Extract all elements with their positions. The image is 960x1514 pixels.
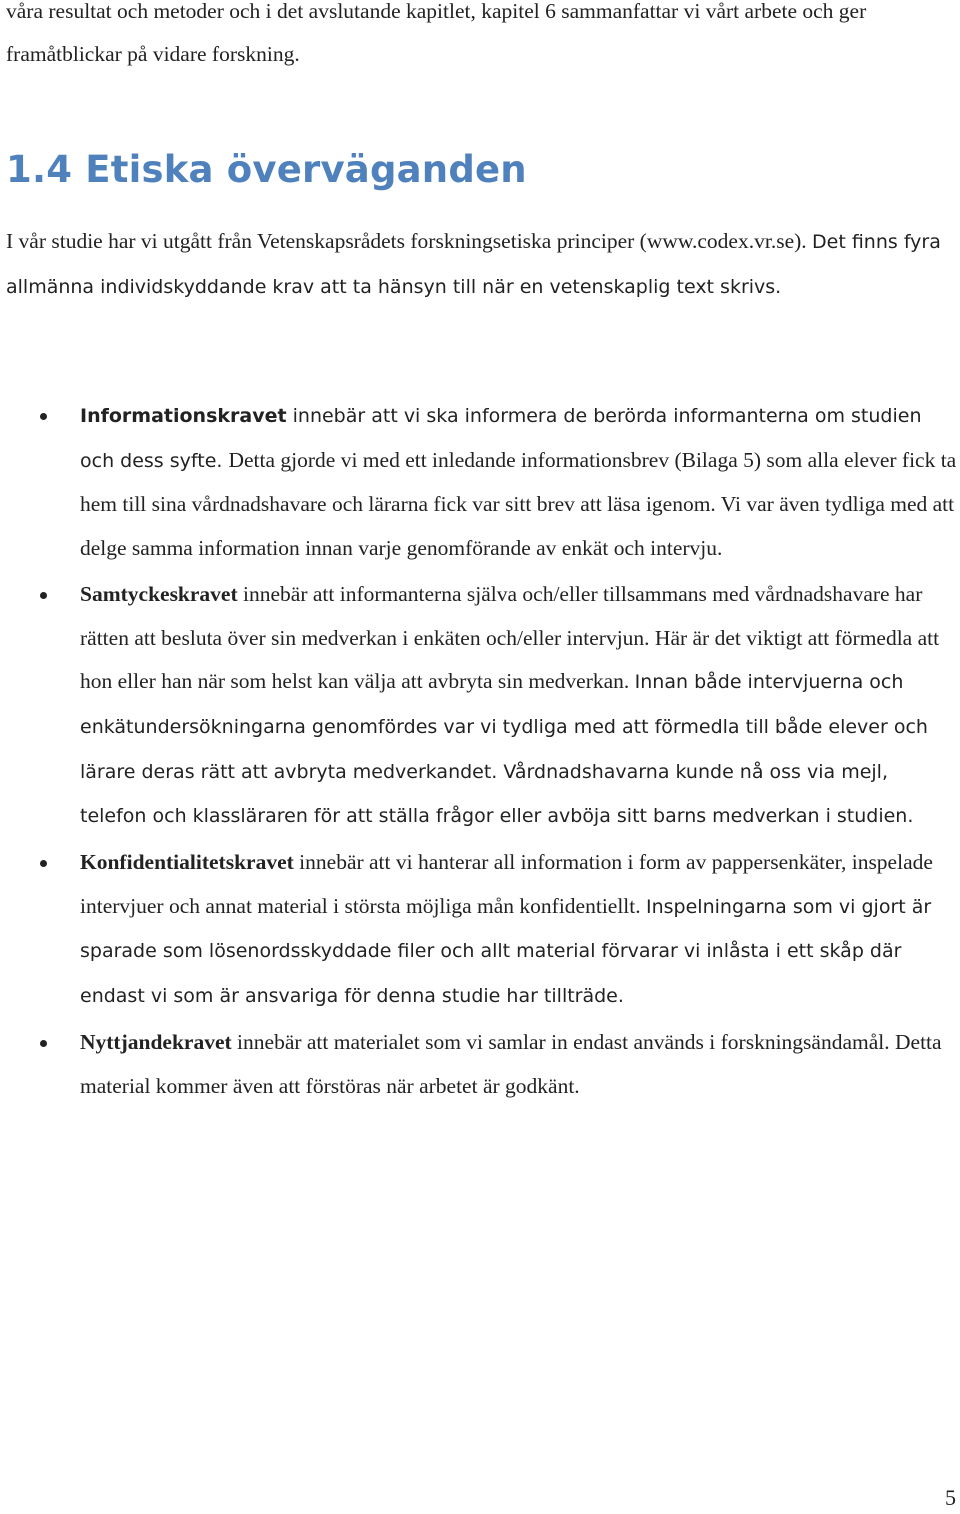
requirement-keyword: Konfidentialitetskravet — [80, 850, 294, 875]
section-paragraph — [6, 220, 958, 309]
requirement-lead: innebär att materialet som vi samlar in endast används i forskningsändamål. — [237, 1029, 890, 1054]
requirement-lead: innebär att informanterna själva och/eller tillsammans med vårdnadshavare har rätten att besluta över sin medverkan i enkäten och/eller intervjun. Här är det viktigt att förmedla att hon eller han när som helst kan välja att avbryta sin medverkan. — [80, 581, 940, 694]
bullet-icon — [40, 413, 47, 420]
section-paragraph-serif: I vår studie har vi utgått från Vetenskapsrådets forskningsetiska principer (www.codex.vr.se). — [6, 229, 807, 253]
requirement-keyword: Samtyckeskravet — [80, 581, 238, 606]
intro-text: våra resultat och metoder och i det avslutande kapitlet, kapitel 6 sammanfattar vi vårt arbete och ger framåtblickar på vidare forskning. — [6, 0, 867, 66]
requirement-lead: innebär att vi hanterar all information i form av pappersenkäter, inspelade intervjuer och annat material i största möjliga mån konfidentiellt. — [80, 850, 933, 918]
requirement-keyword: Informationskravet — [80, 405, 287, 427]
intro-paragraph — [6, 0, 958, 76]
page-number: 5 — [945, 1485, 956, 1510]
bullet-icon — [40, 1040, 47, 1047]
section-heading — [6, 140, 527, 200]
list-item — [0, 1021, 960, 1108]
bullet-icon — [40, 860, 47, 867]
section-paragraph-sans: Det finns fyra allmänna individskyddande krav att ta hänsyn till när en vetenskaplig text skrivs. — [6, 231, 941, 298]
list-item — [0, 573, 960, 839]
requirement-keyword: Nyttjandekravet — [80, 1029, 232, 1054]
requirement-lead: innebär att vi ska informera de berörda informanterna om studien och dess syfte. — [80, 405, 922, 472]
list-item — [0, 841, 960, 1019]
requirement-text: Inspelningarna som vi gjort är sparade som lösenordsskyddade filer och allt material förvarar vi inlåsta i ett skåp där endast vi som är ansvariga för denna studie har tillträde. — [80, 895, 932, 1008]
requirement-text: Detta gjorde vi med ett inledande informationsbrev (Bilaga 5) som alla elever fick ta hem till sina vårdnadshavare och lärarna fick var sitt brev att läsa igenom. Vi var även tydliga med att delge samma information innan varje genomförande av enkät och intervju. — [80, 447, 957, 561]
bullet-icon — [40, 592, 47, 599]
requirement-text: Detta material kommer även att förstöras när arbetet är godkänt. — [80, 1029, 942, 1098]
requirement-text: Innan både intervjuerna och enkätundersökningarna genomfördes var vi tydliga med att förmedla till både elever och lärare deras rätt att avbryta medverkandet. Vårdnadshavarna kunde nå oss via mejl, telefon och klassläraren för att ställa frågor eller avböja sitt barns medverkan i studien. — [80, 671, 928, 828]
ethics-requirements-list — [0, 394, 960, 1108]
list-item — [0, 394, 960, 571]
section-title: Etiska överväganden — [85, 148, 527, 191]
section-number: 1.4 — [6, 148, 73, 191]
